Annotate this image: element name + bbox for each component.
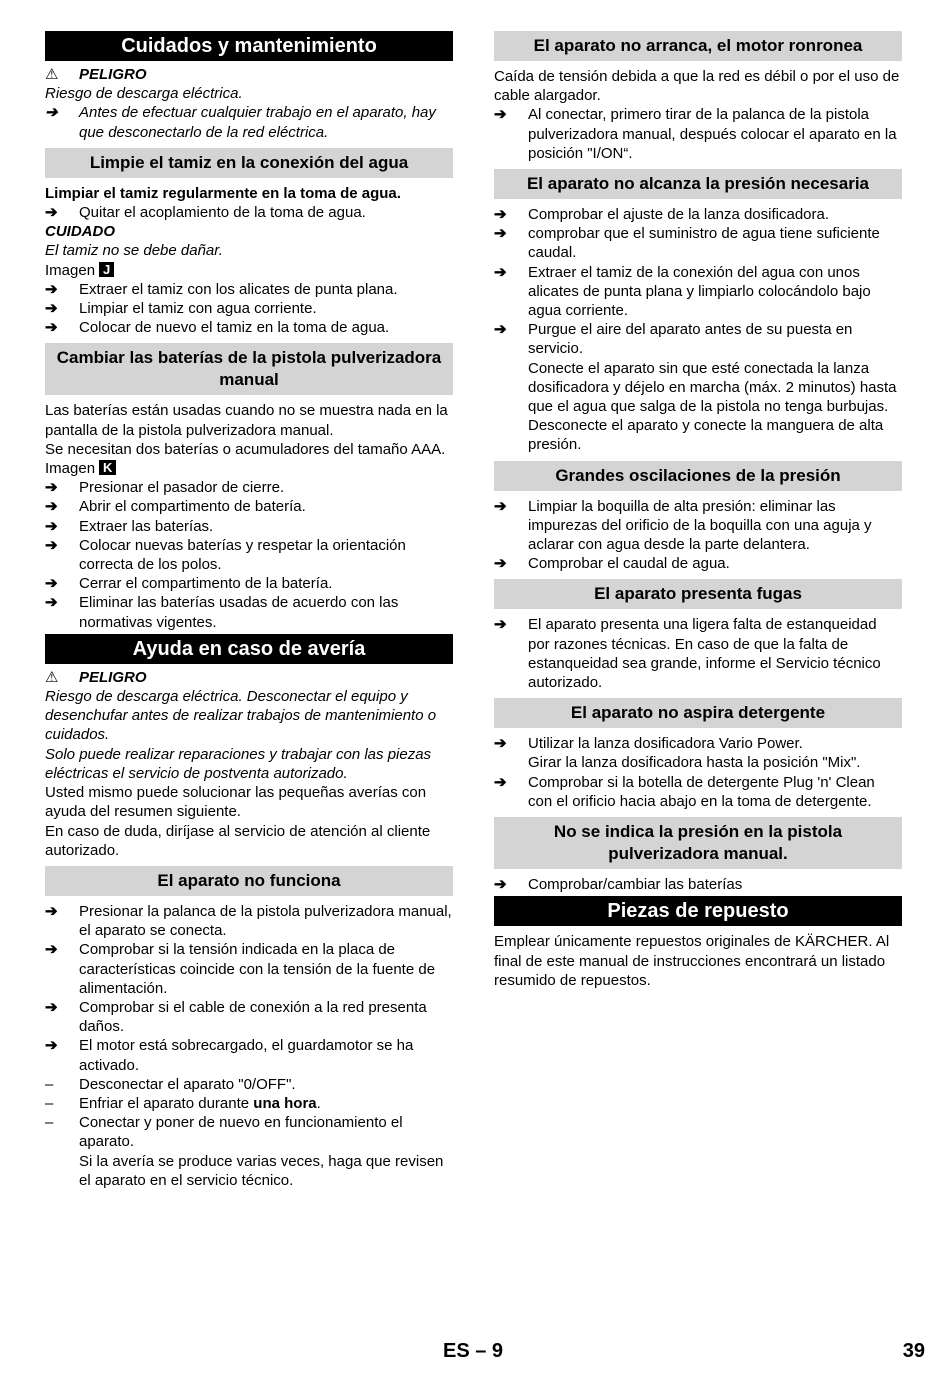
arrow-icon: ➔: [494, 206, 507, 224]
danger-text: Riesgo de descarga eléctrica.: [45, 85, 243, 103]
paragraph: Emplear únicamente repuestos originales de KÄRCHER. Al final de este manual de instrucciones encontrará un listado resumido de repuestos.: [494, 933, 890, 989]
list-item: ➔ Comprobar el ajuste de la lanza dosificadora.: [494, 206, 830, 224]
paragraph: Girar la lanza dosificadora hasta la posición "Mix".: [528, 754, 861, 772]
list-item: ➔ Comprobar el caudal de agua.: [494, 555, 730, 573]
arrow-icon: ➔: [45, 479, 58, 497]
section-title-no-start: El aparato no arranca, el motor ronronea: [494, 31, 902, 61]
section-title-detergent: El aparato no aspira detergente: [494, 698, 902, 728]
arrow-icon: ➔: [494, 616, 507, 634]
list-item: ➔ El aparato presenta una ligera falta de estanqueidad por razones técnicas. En caso de que la falta de estanqueidad sea grande, informe el Servicio técnico autorizado.: [494, 616, 881, 692]
danger-label: PELIGRO: [79, 66, 147, 83]
paragraph: Caída de tensión debida a que la red es débil o por el uso de cable alargador.: [494, 68, 900, 105]
arrow-icon: ➔: [45, 498, 58, 516]
warning-icon: ⚠: [45, 66, 59, 83]
list-item: ➔ Limpiar la boquilla de alta presión: eliminar las impurezas del orificio de la boquilla con una aguja y aclarar con agua desde la parte delantera.: [494, 497, 872, 554]
list-item: ➔ Extraer el tamiz con los alicates de punta plana.: [45, 280, 398, 298]
arrow-icon: ➔: [45, 517, 58, 535]
arrow-icon: ➔: [45, 594, 58, 612]
section-title-leak: El aparato presenta fugas: [494, 579, 902, 609]
arrow-icon: ➔: [45, 902, 58, 920]
list-item: ➔ Purgue el aire del aparato antes de su puesta en servicio.: [494, 321, 853, 358]
list-item: ➔ Extraer las baterías.: [45, 517, 214, 535]
section-title-pressure: El aparato no alcanza la presión necesaria: [494, 169, 902, 199]
warning-icon: ⚠: [45, 668, 59, 686]
paragraph: Se necesitan dos baterías o acumuladores del tamaño AAA.: [45, 440, 446, 458]
arrow-icon: ➔: [494, 735, 507, 753]
caution-text: El tamiz no se debe dañar.: [45, 242, 223, 260]
list-item: – Desconectar el aparato "0/OFF".: [45, 1075, 296, 1093]
arrow-icon: ➔: [494, 263, 507, 281]
arrow-icon: ➔: [494, 497, 507, 515]
list-item: ➔ Comprobar si el cable de conexión a la red presenta daños.: [45, 998, 427, 1036]
section-title-care: Cuidados y mantenimiento: [45, 31, 453, 61]
right-column: [494, 31, 902, 990]
arrow-icon: ➔: [45, 300, 58, 318]
arrow-icon: ➔: [494, 225, 507, 243]
list-item: ➔ Extraer el tamiz de la conexión del agua con unos alicates de punta plana y limpiarlo colocándolo bajo agua corriente.: [494, 263, 871, 320]
section-title-oscillations: Grandes oscilaciones de la presión: [494, 461, 902, 491]
list-item: ➔ Eliminar las baterías usadas de acuerdo con las normativas vigentes.: [45, 594, 399, 631]
arrow-icon: ➔: [45, 536, 58, 554]
section-title-parts: Piezas de repuesto: [494, 896, 902, 926]
danger-notice: [45, 668, 453, 687]
arrow-icon: ➔: [494, 876, 507, 894]
arrow-icon: ➔: [45, 1037, 58, 1055]
image-ref: Imagen K: [45, 459, 453, 478]
arrow-icon: ➔: [494, 321, 507, 339]
paragraph: Si la avería se produce varias veces, haga que revisen el aparato en el servicio técnico.: [79, 1152, 444, 1189]
page-number: 39: [902, 1340, 925, 1362]
arrow-icon: ➔: [45, 204, 58, 222]
arrow-icon: ➔: [45, 104, 58, 122]
list-item: ➔ Colocar nuevas baterías y respetar la orientación correcta de los polos.: [45, 536, 406, 574]
paragraph: Conecte el aparato sin que esté conectada la lanza dosificadora y déjelo en marcha (máx. 2 minutos) hasta que el agua que salga de la pistola no tenga burbujas. Desconecte el aparato y conecte la manguera de alta presión.: [528, 359, 897, 454]
danger-label: PELIGRO: [79, 668, 147, 686]
list-item: ➔ Antes de efectuar cualquier trabajo en el aparato, hay que desconectarlo de la red eléctrica.: [45, 104, 436, 141]
dash-marker: –: [45, 1094, 54, 1112]
arrow-icon: ➔: [494, 773, 507, 791]
list-item: ➔ Abrir el compartimento de batería.: [45, 498, 306, 516]
list-item: ➔ Utilizar la lanza dosificadora Vario Power.: [494, 735, 803, 753]
caution-label: CUIDADO: [45, 223, 115, 241]
dash-marker: –: [45, 1114, 54, 1132]
filter-intro: Limpiar el tamiz regularmente en la toma de agua.: [45, 184, 401, 202]
arrow-icon: ➔: [45, 575, 58, 593]
left-column: [45, 31, 453, 1190]
arrow-icon: ➔: [45, 998, 58, 1016]
list-item: – Conectar y poner de nuevo en funcionamiento el aparato.: [45, 1114, 403, 1151]
paragraph: En caso de duda, diríjase al servicio de atención al cliente autorizado.: [45, 822, 431, 859]
list-item: ➔ Cerrar el compartimento de la batería.: [45, 575, 333, 593]
list-item: – Enfriar el aparato durante una hora.: [45, 1094, 321, 1112]
list-item: ➔ El motor está sobrecargado, el guardamotor se ha activado.: [45, 1037, 414, 1074]
arrow-icon: ➔: [45, 941, 58, 959]
image-letter-badge: J: [99, 262, 114, 277]
section-title-battery: Cambiar las baterías de la pistola pulverizadora manual: [45, 343, 453, 395]
arrow-icon: ➔: [494, 555, 507, 573]
list-item: ➔ Presionar el pasador de cierre.: [45, 479, 285, 497]
arrow-icon: ➔: [494, 106, 507, 124]
section-title-no-pressure: No se indica la presión en la pistola pulverizadora manual.: [494, 817, 902, 869]
list-item: ➔ Presionar la palanca de la pistola pulverizadora manual, el aparato se conecta.: [45, 902, 452, 940]
image-ref: Imagen J: [45, 261, 453, 280]
list-item: ➔ Limpiar el tamiz con agua corriente.: [45, 300, 317, 318]
list-item: ➔ Comprobar/cambiar las baterías: [494, 876, 743, 894]
arrow-icon: ➔: [45, 280, 58, 298]
list-item: ➔ Comprobar si la tensión indicada en la placa de características coincide con la tensión de la fuente de alimentación.: [45, 941, 436, 997]
arrow-icon: ➔: [45, 319, 58, 337]
paragraph: Usted mismo puede solucionar las pequeñas averías con ayuda del resumen siguiente.: [45, 784, 427, 821]
image-letter-badge: K: [99, 460, 116, 475]
page-code: ES – 9: [443, 1340, 504, 1362]
list-item: ➔ Colocar de nuevo el tamiz en la toma de agua.: [45, 319, 390, 337]
list-item: ➔ Comprobar si la botella de detergente Plug 'n' Clean con el orificio hacia abajo en la toma de detergente.: [494, 773, 875, 810]
list-item: ➔ comprobar que el suministro de agua tiene suficiente caudal.: [494, 225, 880, 262]
list-item: ➔ Al conectar, primero tirar de la palanca de la pistola pulverizadora manual, después colocar el aparato en la posición "I/ON“.: [494, 106, 897, 162]
paragraph: Las baterías están usadas cuando no se muestra nada en la pantalla de la pistola pulverizadora manual.: [45, 402, 448, 439]
danger-text: Riesgo de descarga eléctrica. Desconectar el equipo y desenchufar antes de realizar trabajos de mantenimiento o cuidados.: [45, 688, 437, 744]
danger-text: Solo puede realizar reparaciones y trabajar con las piezas eléctricas el servicio de postventa autorizado.: [45, 745, 432, 782]
danger-notice: [45, 65, 453, 84]
section-title-help: Ayuda en caso de avería: [45, 634, 453, 664]
list-item: ➔ Quitar el acoplamiento de la toma de agua.: [45, 204, 366, 222]
dash-marker: –: [45, 1075, 54, 1093]
section-title-no-function: El aparato no funciona: [45, 866, 453, 896]
section-title-filter: Limpie el tamiz en la conexión del agua: [45, 148, 453, 178]
